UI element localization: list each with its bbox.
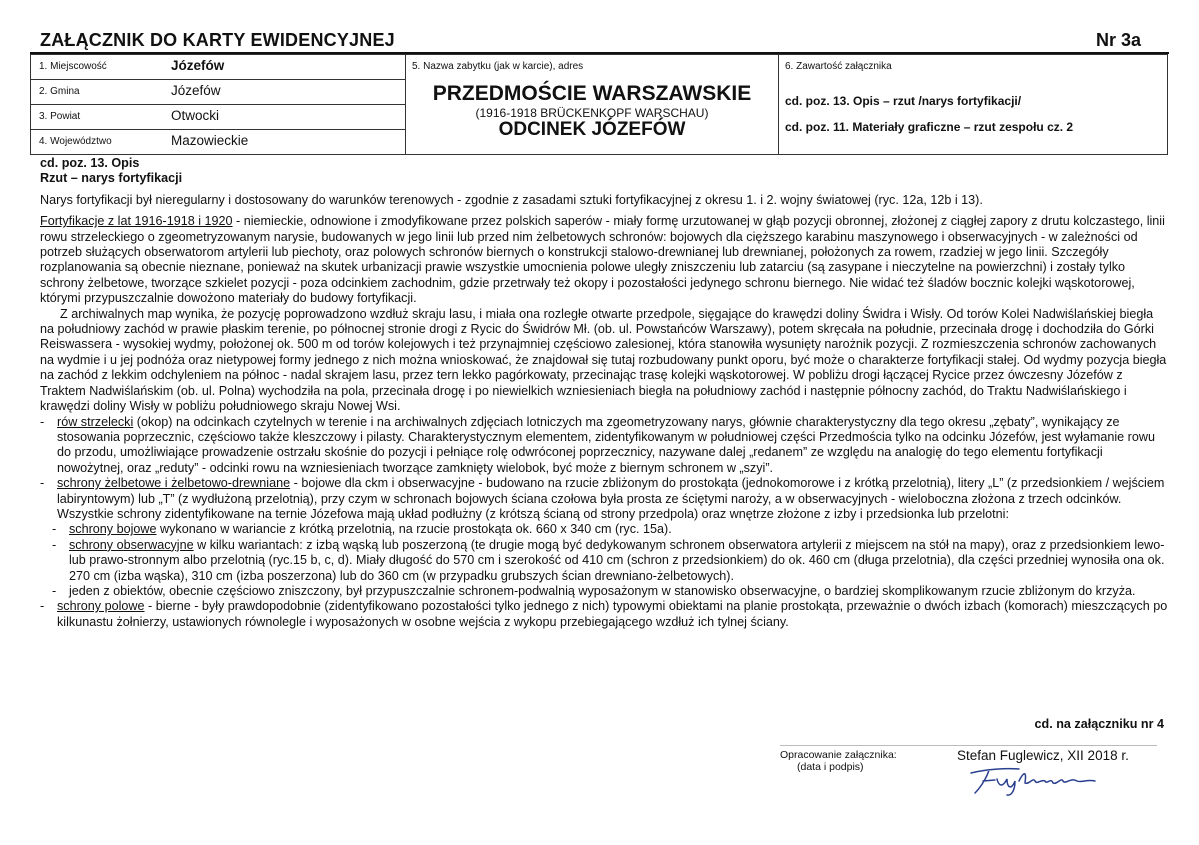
sublist-item-combat [40, 522, 1170, 537]
sublist-item-rampart [40, 584, 1170, 599]
monument-cell [406, 55, 779, 155]
field-commune [31, 80, 405, 105]
field-locality [31, 55, 405, 80]
list-item-text: (okop) na odcinkach czytelnych w terenie i na archiwalnych zdjęciach lotniczych ma zgeometryzowany narys, głównie charakterystyczny dla tego okresu „zębaty”, wynikający ze stosowania poprzecznic, częściowo także kleszczowy i pilasty. Charakterystycznym elementem, zidentyfikowanym w południowej części Przedmościa tylko na odcinku Józefów, jest wyłamanie rowu do przodu, umożliwiające prowadzenie ostrzału skośnie do pozycji i pełniące rolę odwróconej poprzecznicy, nazywane dalej „redanem” ze względu na analogię do tego elementu fortyfikacji nowożytnej, oraz „reduty” - odcinki rowu na wzniesieniach tworzące zamknięty wielobok, być może z biernym schronem w „szyi”. [57, 414, 1155, 475]
list-dash: - [40, 476, 45, 491]
monument-name: PRZEDMOŚCIE WARSZAWSKIE [432, 82, 752, 105]
list-dash: - [52, 583, 57, 598]
prepared-by-label: Opracowanie załącznika: [780, 749, 897, 761]
underlined-term: schrony bojowe [69, 522, 157, 537]
list-dash: - [40, 414, 45, 429]
field-value: Mazowieckie [171, 133, 249, 148]
underlined-term: schrony obserwacyjne [69, 537, 194, 552]
document-title: ZAŁĄCZNIK DO KARTY EWIDENCYJNEJ [40, 30, 395, 50]
monument-subtitle: (1916-1918 BRÜCKENKOPF WARSCHAU) [475, 106, 709, 120]
underlined-term: rów strzelecki [57, 414, 134, 429]
record-header-table [30, 54, 1168, 155]
field-label: 4. Województwo [39, 136, 112, 147]
attachment-number: Nr 3a [1095, 30, 1141, 50]
continued-note: cd. na załączniku nr 4 [1034, 717, 1164, 731]
contents-label: 6. Zawartość załącznika [785, 61, 892, 72]
signature-rule [780, 745, 1157, 746]
list-dash: - [52, 537, 57, 552]
contents-cell [779, 55, 1168, 155]
list-dash: - [52, 522, 57, 537]
field-value: Otwocki [171, 108, 220, 123]
paragraph-fortifications [40, 214, 1170, 306]
section-heading: cd. poz. 13. Opis [40, 156, 140, 170]
monument-label: 5. Nazwa zabytku (jak w karcie), adres [412, 61, 584, 72]
paragraph-maps: Z archiwalnych map wynika, że pozycję poprowadzono wzdłuż skraju lasu, i miała ona rozległe otwarte przedpole, sięgające do krawędzi doliny Świdra i Wisły. Od torów Kolei Nadwiślańskiej biegła na południowy zachód w prawie płaskim terenie, po północnej stronie drogi z Rycic do Świdrów Mł. (ob. ul. Powstańców Warszawy), potem skręcała na południe, przecinała drogę i dochodziła do Górki Reiswassera - wysokiej wydmy, położonej ok. 500 m od torów kolejowych i też przynajmniej częściowo zalesionej, która stanowiła wysunięty narożnik pozycji. Z rozmieszczenia schronów zachowanych na wydmie i u jej podnóża oraz nietypowej formy jednego z nich można wnioskować, że znajdował się tutaj rozbudowany punkt oporu, być może o charakterze fortyfikacji stałej. Od wydmy pozycja biegła na zachód z lekkim odchyleniem na północ - nadal skrajem lasu, przez tern lekko pagórkowaty, przecinając trasę kolejki wąskotorowej. W pobliżu drogi łączącej Rycice przez ówczesny Józefów z Traktem Nadwiślańskim (ob. ul. Polna) wychodziła na pola, przecinała drogę i po niewielkich wzniesieniach biegła na południowy zachód i następnie północny zachód, do Traktu Nadwiślańskiego i krawędzi doliny Wisły w pobliżu południowego skraju Nowej Wsi. [40, 306, 1167, 414]
field-label: 3. Powiat [39, 111, 81, 122]
monument-section: ODCINEK JÓZEFÓW [498, 119, 686, 140]
contents-line: cd. poz. 13. Opis – rzut /narys fortyfikacji/ [785, 94, 1022, 108]
location-fields [31, 55, 406, 155]
underlined-term: schrony polowe [57, 599, 145, 614]
list-item-concrete-shelters [40, 476, 1170, 522]
author-name: Stefan Fuglewicz, XII 2018 r. [957, 748, 1129, 763]
handwritten-signature [967, 763, 1107, 797]
list-item-text: w kilku wariantach: z izbą wąską lub poszerzoną (te drugie mogą być dedykowanym schronem obserwatora artylerii z miejscem na stół na mapy), oraz z przedsionkiem lewo- lub prawo-stronnym albo przelotnią (ryc.15 b, c, d). Miały długość do 570 cm i szerokość od 410 cm (schron z przedsionkiem) do ok. 460 cm (długa przelotnia), dla części przedniej wynosiła ona ok. 270 cm (izba wąska), 310 cm (izba poszerzona) lub do 360 cm (w przypadku grubszych ścian drewniano-żelbetowych). [69, 537, 1165, 583]
paragraph-text: - niemieckie, odnowione i zmodyfikowane przez polskich saperów - miały formę urzutowanej w głąb pozycji obronnej, złożonej z ciągłej zapory z drutu kolczastego, linii rowu strzeleckiego o zgeometryzowanym narysie, budowanych w jego linii lub przed nim żelbetowych schronów: bojowych dla cięższego karabinu maszynowego i obserwacyjnych - w zależności od potrzeb służących obserwatorom artylerii lub piechoty, oraz polowych schronów biernych o konstrukcji stalowo-drewnianej lub drewnianej, położonych za rowem, rzadziej w jego linii. Szczegóły rozplanowania są obecnie nieznane, ponieważ na skutek urbanizacji prawie wszystkie umocnienia polowe uległy zniszczeniu lub zatarciu (są zasypane i nieczytelne na powierzchni) i zostały tylko schrony żelbetowe, tworzące szkielet pozycji - poza odcinkiem zachodnim, gdzie przetrwały też okopy i pozostałości jedynego schronu biernego. Nie widać też śladów bocznic kolejki wąskotorowej, którymi przypuszczalnie dowożono materiały do budowy fortyfikacji. [40, 214, 1165, 306]
sublist-item-observation [40, 538, 1170, 584]
list-item-field-shelters [40, 599, 1170, 630]
underlined-term: schrony żelbetowe i żelbetowo-drewniane [57, 476, 291, 491]
description-body [40, 156, 1170, 630]
intro-paragraph: Narys fortyfikacji był nieregularny i dostosowany do warunków terenowych - zgodnie z zasadami sztuki fortyfikacyjnej z okresu 1. i 2. wojny światowej (ryc. 12a, 12b i 13). [40, 192, 983, 207]
date-signature-label: (data i podpis) [797, 761, 864, 773]
list-dash: - [40, 599, 45, 614]
field-county [31, 105, 405, 130]
list-item-text: - bierne - były prawdopodobnie (zidentyfikowano pozostałości tylko jednego z nich) typowymi obiektami na planie prostokąta, przeważnie o dwóch izbach (komorach) mieszczących po kilkunastu żołnierzy, ustawionych równolegle i wyposażonych w osobne wejścia z wykopu przebiegającego wzdłuż ich tylnej ściany. [57, 599, 1168, 629]
list-item-trench [40, 415, 1170, 477]
section-subheading: Rzut – narys fortyfikacji [40, 171, 183, 186]
field-label: 2. Gmina [39, 86, 80, 97]
field-value: Józefów [171, 83, 221, 98]
list-item-text: - bojowe dla ckm i obserwacyjne - budowano na rzucie zbliżonym do prostokąta (jednokomorowe i z krótką przelotnią), litery „L” (z przedsionkiem / wejściem labiryntowym) lub „T” (z wydłużoną przelotnią), przy czym w schronach bojowych ściana czołowa była prosta ze ściętymi naroży, a w obserwacyjnych - wieloboczna złożona z trzech odcinków. Wszystkie schrony zidentyfikowane na ternie Józefowa mają układ podłużny (z krótszą ścianą od strony przedpola) oraz wnętrze złożone z izby i przedsionka lub przelotni: [57, 476, 1165, 521]
contents-line: cd. poz. 11. Materiały graficzne – rzut zespołu cz. 2 [785, 120, 1074, 134]
field-label: 1. Miejscowość [39, 61, 107, 72]
underlined-term: Fortyfikacje z lat 1916-1918 i 1920 [40, 214, 233, 229]
list-item-text: jeden z obiektów, obecnie częściowo zniszczony, był przypuszczalnie schronem-podwalnią wyposażonym w stanowisko obserwacyjne, o bardziej skomplikowanym rzucie zbliżonym do krzyża. [69, 583, 1136, 598]
field-value: Józefów [171, 58, 225, 73]
list-item-text: wykonano w wariancie z krótką przelotnią, na rzucie prostokąta ok. 660 x 340 cm (ryc. 15a). [156, 522, 672, 537]
field-voivodeship [31, 130, 405, 154]
